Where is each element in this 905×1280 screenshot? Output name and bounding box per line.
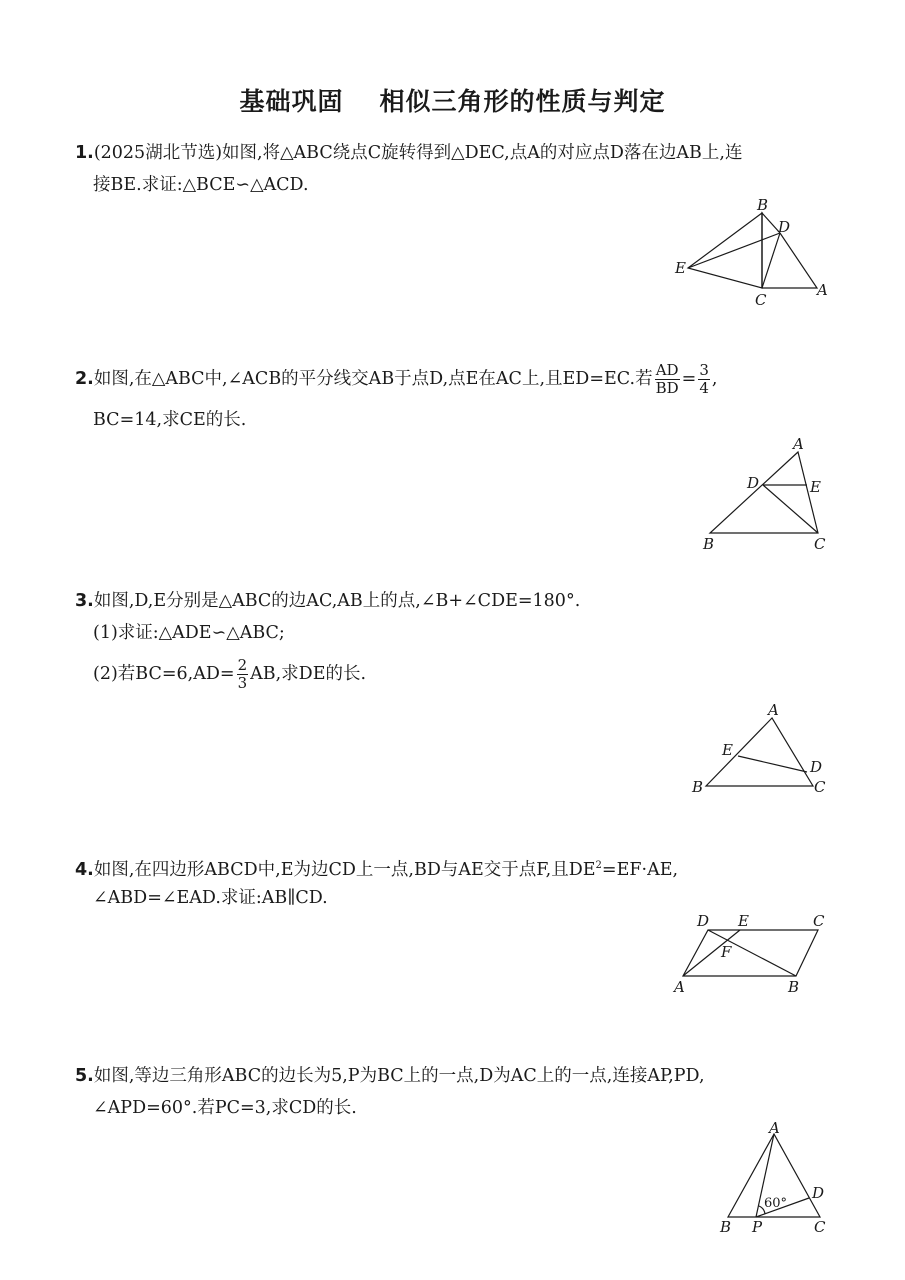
point-label-C: C	[813, 912, 825, 930]
point-label-E: E	[722, 741, 733, 759]
figure-1	[670, 195, 840, 315]
point-label-B: B	[720, 1218, 732, 1236]
sub-question-1: (1)求证:△ADE∽△ABC;	[93, 623, 285, 643]
point-label-D: D	[810, 758, 823, 776]
point-label-C: C	[755, 291, 767, 309]
problem-text-line: 如图,D,E分别是△ABC的边AC,AB上的点,∠B+∠CDE=180°.	[93, 591, 581, 611]
sub-question-2-rest: AB,求DE的长.	[250, 664, 367, 684]
title-part1: 基础巩固	[239, 87, 344, 116]
problem-1	[75, 137, 835, 201]
point-label-A: A	[769, 1119, 780, 1137]
problem-4	[75, 850, 835, 914]
problem-number: 1.	[75, 143, 94, 163]
problem-text-line: 接BE.求证:△BCE∽△ACD.	[93, 175, 309, 195]
figure-3	[688, 700, 838, 800]
sub-question-2: (2)若BC=6,AD=	[93, 664, 235, 684]
point-label-C: C	[814, 778, 826, 796]
problem-text: 如图,在四边形ABCD中,E为边CD上一点,BD与AE交于点F,且DE	[93, 859, 596, 880]
fraction-denominator: 3	[237, 674, 248, 692]
segment-AE	[683, 930, 740, 976]
problem-2	[75, 362, 835, 436]
point-label-D: D	[812, 1184, 825, 1202]
fraction-denominator: BD	[655, 379, 679, 397]
point-label-D: D	[697, 912, 710, 930]
fraction-two-thirds	[237, 657, 249, 692]
point-label-B: B	[788, 978, 800, 996]
problem-number: 5.	[75, 1066, 94, 1086]
point-label-C: C	[814, 535, 826, 553]
fraction-numerator: AD	[655, 361, 679, 379]
problem-number: 2.	[75, 369, 94, 389]
figure-4	[668, 910, 838, 1000]
point-label-A: A	[768, 701, 779, 719]
problem-number: 3.	[75, 591, 94, 611]
problem-text: =EF·AE,	[601, 859, 679, 880]
triangle-ABC	[710, 452, 818, 533]
fraction-ad-bd	[655, 362, 680, 397]
segment-DC	[762, 233, 780, 288]
problem-3	[75, 585, 835, 692]
point-label-B: B	[757, 196, 769, 214]
fraction-numerator: 3	[699, 361, 709, 379]
fraction-numerator: 2	[237, 656, 248, 674]
problem-text-line: (2025湖北节选)如图,将△ABC绕点C旋转得到△DEC,点A的对应点D落在边AB上,连	[93, 143, 743, 163]
point-label-P: P	[752, 1218, 763, 1236]
point-label-D: D	[747, 474, 760, 492]
equals-sign: =	[681, 369, 697, 389]
problem-text-line: ∠APD=60°.若PC=3,求CD的长.	[93, 1098, 357, 1118]
point-label-D: D	[778, 218, 791, 236]
page-title	[0, 82, 905, 118]
point-label-A: A	[674, 978, 685, 996]
fraction-denominator: 4	[699, 379, 709, 397]
point-label-B: B	[692, 778, 704, 796]
problem-text: 如图,在△ABC中,∠ACB的平分线交AB于点D,点E在AC上,且ED=EC.若	[93, 369, 653, 389]
title-part2: 相似三角形的性质与判定	[379, 87, 666, 116]
quadrilateral-ABCD	[683, 930, 818, 976]
figure-2	[700, 432, 840, 552]
point-label-F: F	[721, 943, 732, 961]
exponent: 2	[595, 860, 602, 871]
point-label-E: E	[810, 478, 821, 496]
angle-label: 60°	[764, 1196, 788, 1211]
problem-text: ,	[711, 369, 718, 389]
triangle-DEC	[688, 213, 762, 288]
fraction-ratio	[698, 362, 710, 397]
point-label-C: C	[814, 1218, 826, 1236]
problem-5	[75, 1060, 835, 1124]
segment-ED	[688, 233, 780, 268]
point-label-A: A	[817, 281, 828, 299]
problem-text-line: ∠ABD=∠EAD.求证:AB∥CD.	[93, 888, 328, 908]
figure-5	[712, 1118, 842, 1238]
problem-number: 4.	[75, 859, 94, 880]
point-label-E: E	[675, 259, 686, 277]
point-label-E: E	[738, 912, 749, 930]
problem-text-line: BC=14,求CE的长.	[93, 410, 247, 430]
point-label-A: A	[793, 435, 804, 453]
point-label-B: B	[703, 535, 715, 553]
problem-text-line: 如图,等边三角形ABC的边长为5,P为BC上的一点,D为AC上的一点,连接AP,PD,	[93, 1066, 705, 1086]
